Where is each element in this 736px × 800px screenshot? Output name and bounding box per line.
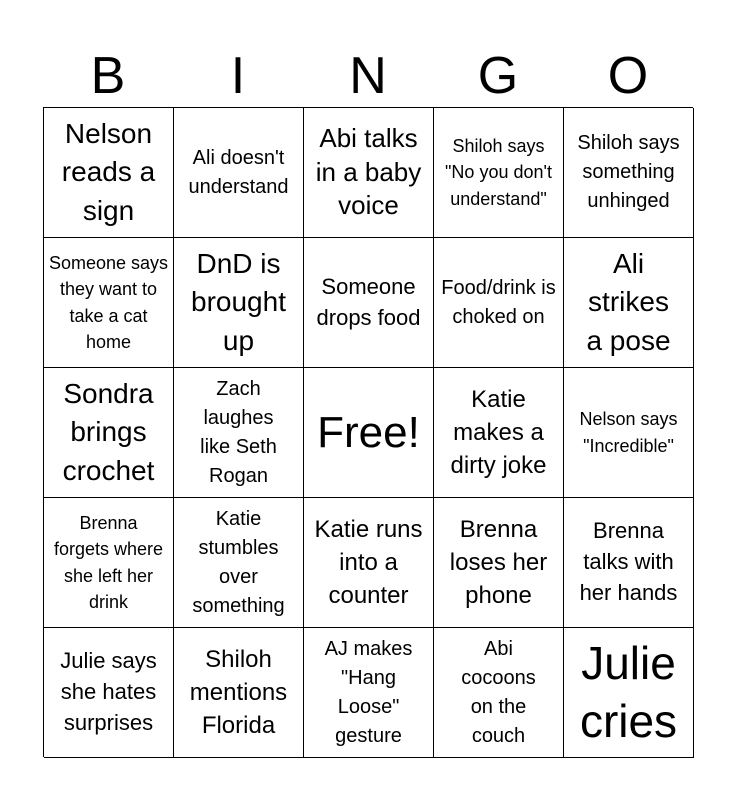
cell-text: Nelson reads a sign	[61, 117, 156, 226]
cell-text: Julie says she hates surprises	[60, 648, 157, 735]
bingo-cell[interactable]	[434, 368, 564, 498]
bingo-cell[interactable]	[304, 498, 434, 628]
cell-text: Sondra brings crochet	[62, 377, 155, 486]
bingo-cell[interactable]	[44, 628, 174, 758]
header-letter-b: B	[90, 47, 126, 105]
cell-text: Katie makes a dirty joke	[450, 385, 547, 480]
bingo-cell[interactable]	[174, 368, 304, 498]
cell-text: AJ makes "Hang Loose" gesture	[324, 637, 413, 747]
bingo-cell[interactable]	[304, 108, 434, 238]
cell-text: Julie cries	[579, 637, 678, 747]
bingo-cell[interactable]	[44, 368, 174, 498]
cell-text: Zach laughes like Seth Rogan	[200, 377, 277, 487]
cell-text: Someone says they want to take a cat home	[48, 253, 169, 352]
bingo-cell[interactable]	[304, 238, 434, 368]
bingo-cell[interactable]	[434, 498, 564, 628]
cell-text: Brenna talks with her hands	[579, 518, 678, 605]
bingo-cell[interactable]	[434, 238, 564, 368]
cell-text: Brenna forgets where she left her drink	[53, 513, 164, 612]
bingo-cell[interactable]	[44, 238, 174, 368]
bingo-cell[interactable]	[304, 628, 434, 758]
bingo-cell[interactable]	[564, 498, 694, 628]
cell-text: Food/drink is choked on	[441, 276, 556, 328]
header-letter-n: N	[349, 47, 387, 105]
cell-text: DnD is brought up	[191, 247, 286, 356]
cell-text: Someone drops food	[316, 273, 421, 330]
bingo-cell[interactable]	[174, 108, 304, 238]
bingo-cell[interactable]	[564, 368, 694, 498]
bingo-header	[43, 44, 693, 108]
bingo-cell[interactable]	[434, 108, 564, 238]
cell-text: Shiloh mentions Florida	[189, 645, 288, 740]
cell-text: Nelson says "Incredible"	[579, 409, 678, 456]
cell-text: Shiloh says something unhinged	[577, 132, 680, 212]
bingo-cell[interactable]	[44, 108, 174, 238]
cell-text: Brenna loses her phone	[449, 515, 548, 610]
bingo-board	[43, 107, 693, 757]
cell-text: Katie stumbles over something	[192, 507, 285, 617]
bingo-cell[interactable]	[174, 628, 304, 758]
cell-text: Abi talks in a baby voice	[315, 122, 422, 221]
header-letter-g: G	[477, 47, 519, 105]
bingo-cell[interactable]	[44, 498, 174, 628]
header-letter-i: I	[230, 47, 246, 105]
bingo-cell[interactable]	[174, 238, 304, 368]
bingo-cell[interactable]	[434, 628, 564, 758]
free-space-cell[interactable]	[304, 368, 434, 498]
cell-text: Ali doesn't understand	[188, 146, 289, 198]
cell-text: Ali strikes a pose	[586, 247, 671, 356]
cell-text: Shiloh says "No you don't understand"	[445, 136, 552, 209]
free-space-text: Free!	[317, 407, 420, 457]
cell-text: Abi cocoons on the couch	[461, 637, 536, 747]
bingo-cell[interactable]	[564, 628, 694, 758]
cell-text: Katie runs into a counter	[314, 515, 423, 610]
bingo-cell[interactable]	[174, 498, 304, 628]
header-letter-o: O	[607, 47, 649, 105]
bingo-cell[interactable]	[564, 108, 694, 238]
bingo-cell[interactable]	[564, 238, 694, 368]
